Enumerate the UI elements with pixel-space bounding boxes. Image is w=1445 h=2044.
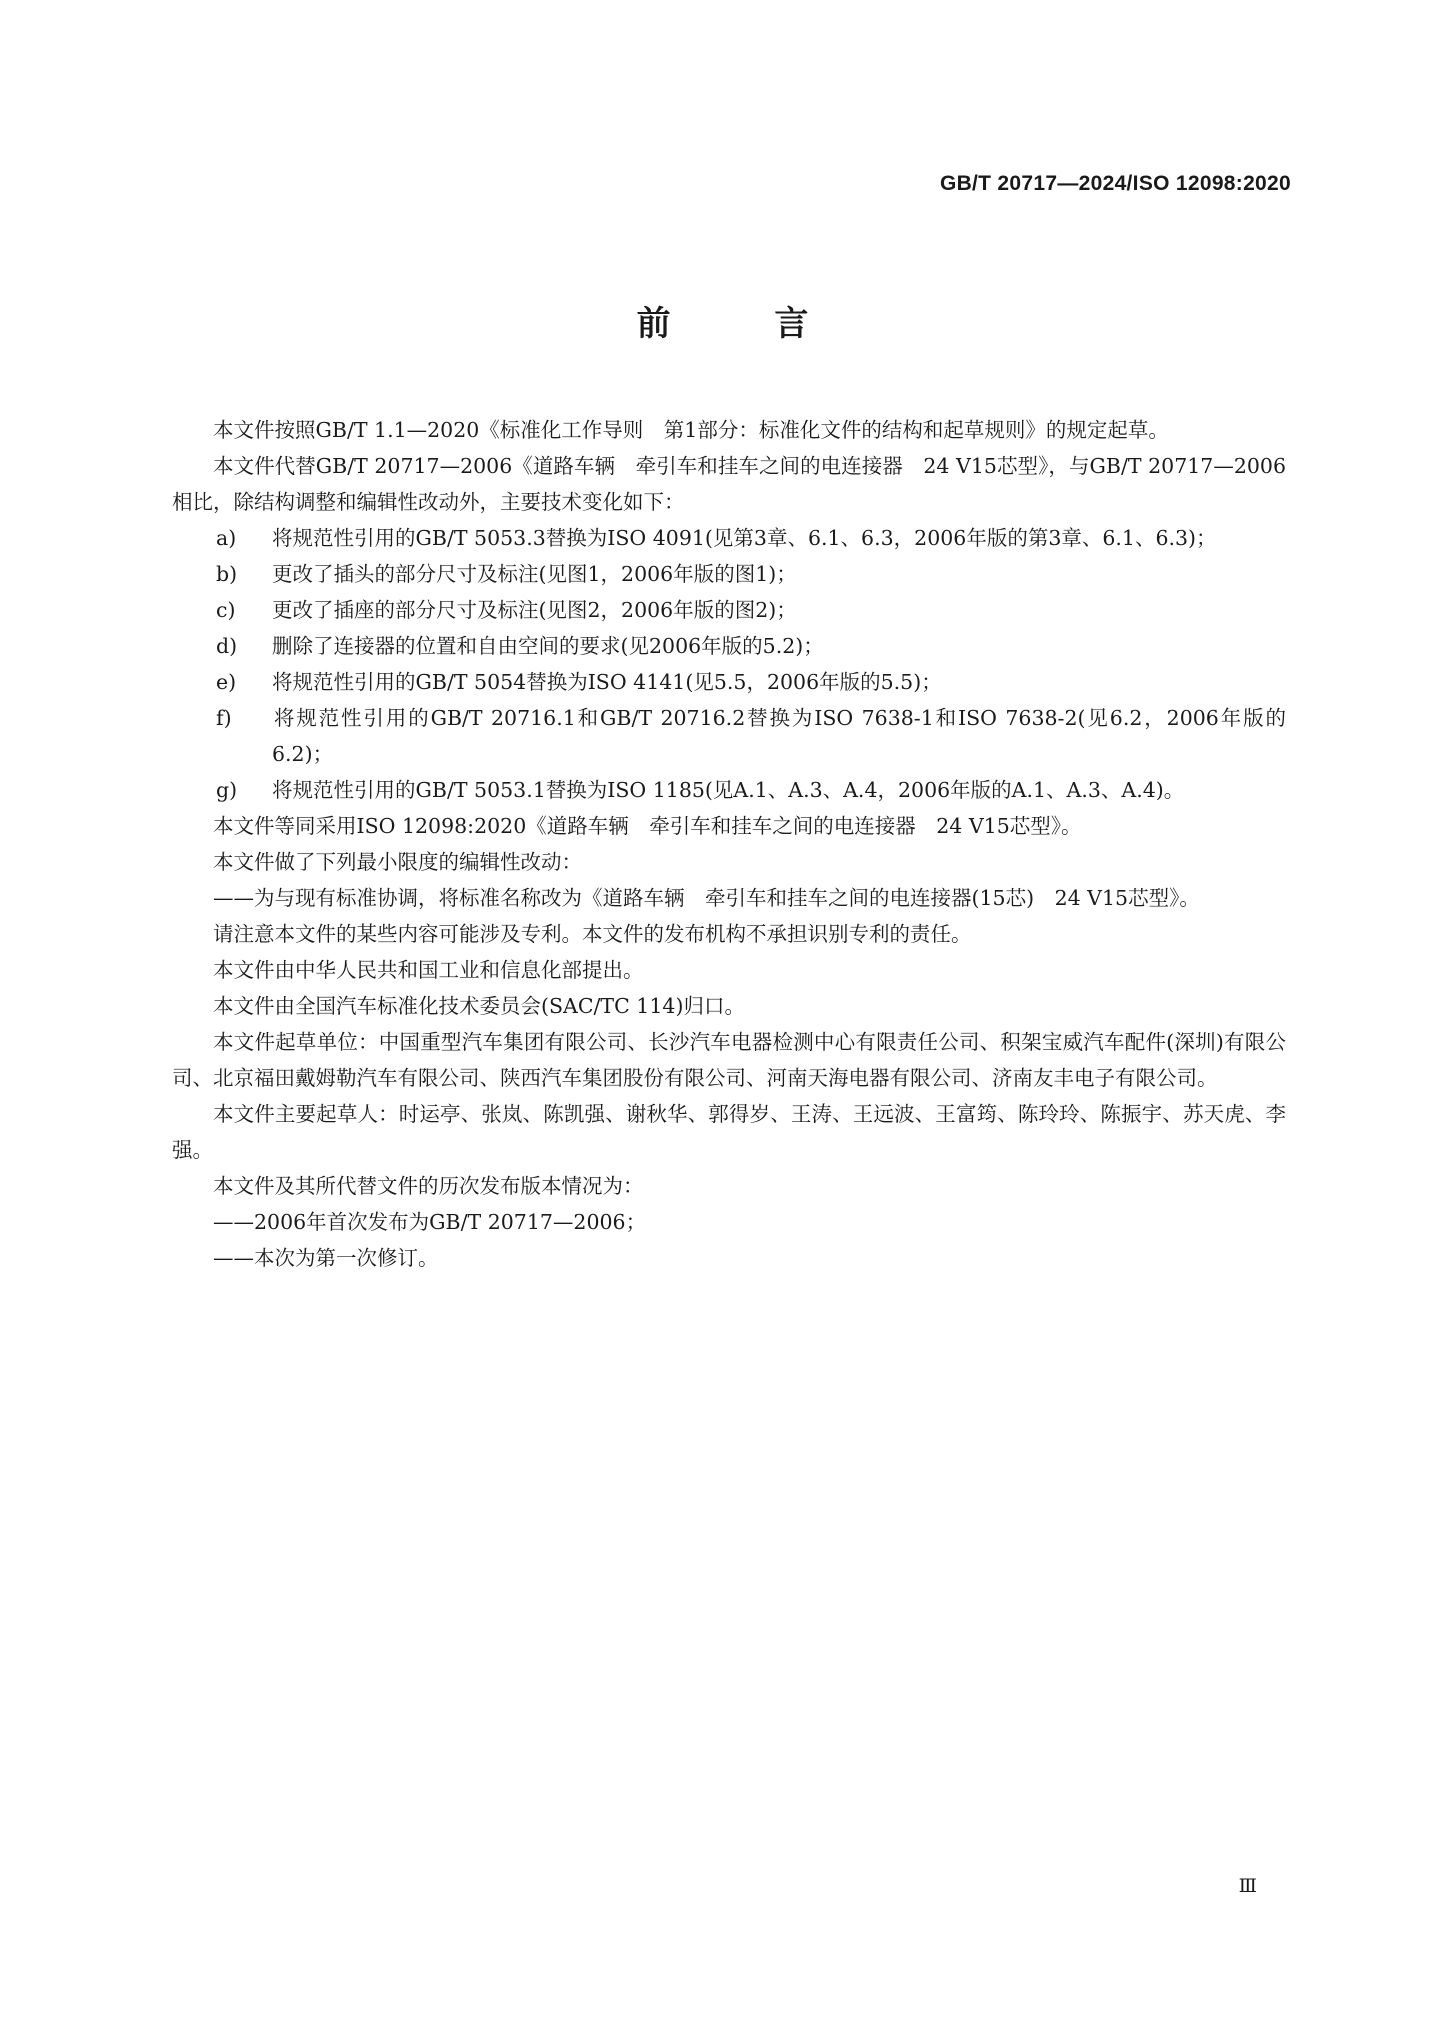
item-text: 更改了插头的部分尺寸及标注(见图1，2006年版的图1)； <box>272 562 797 586</box>
dash-marker: —— <box>213 1246 254 1270</box>
paragraph-patent-notice: 请注意本文件的某些内容可能涉及专利。本文件的发布机构不承担识别专利的责任。 <box>213 922 972 946</box>
paragraph-drafters: 本文件主要起草人：时运亭、张岚、陈凯强、谢秋华、郭得岁、王涛、王远波、王富筠、陈玲玲、陈振宇、苏天虎、李强。 <box>172 1102 1286 1162</box>
change-item-b <box>172 556 1286 592</box>
change-item-g <box>172 772 1286 808</box>
paragraph-committee: 本文件由全国汽车标准化技术委员会(SAC/TC 114)归口。 <box>213 994 745 1018</box>
item-marker: c) <box>216 598 236 622</box>
history-item <box>172 1240 1286 1276</box>
item-text: 将规范性引用的GB/T 20716.1和GB/T 20716.2替换为ISO 7638-1和ISO 7638-2(见6.2，2006年版的6.2)； <box>272 706 1286 766</box>
item-text: 2006年首次发布为GB/T 20717—2006； <box>254 1210 647 1234</box>
item-text: 将规范性引用的GB/T 5053.1替换为ISO 1185(见A.1、A.3、A.4，2006年版的A.1、A.3、A.4)。 <box>272 778 1185 802</box>
history-item <box>172 1204 1286 1240</box>
item-text: 将规范性引用的GB/T 5054替换为ISO 4141(见5.5，2006年版的5.5)； <box>272 670 942 694</box>
change-item-c <box>172 592 1286 628</box>
item-marker: f) <box>216 706 232 730</box>
item-marker: b) <box>216 562 238 586</box>
paragraph-history-intro: 本文件及其所代替文件的历次发布版本情况为： <box>213 1174 644 1198</box>
item-text: 更改了插座的部分尺寸及标注(见图2，2006年版的图2)； <box>272 598 797 622</box>
paragraph-proposer: 本文件由中华人民共和国工业和信息化部提出。 <box>213 958 644 982</box>
item-marker: e) <box>216 670 237 694</box>
paragraph-drafting-units: 本文件起草单位：中国重型汽车集团有限公司、长沙汽车电器检测中心有限责任公司、积架宝威汽车配件(深圳)有限公司、北京福田戴姆勒汽车有限公司、陕西汽车集团股份有限公司、河南天海电器有限公司、济南友丰电子有限公司。 <box>172 1030 1286 1090</box>
change-item-f <box>172 700 1286 772</box>
item-text: 本次为第一次修订。 <box>254 1246 439 1270</box>
item-marker: a) <box>216 526 237 550</box>
foreword-body <box>172 412 1286 1276</box>
item-text: 为与现有标准协调，将标准名称改为《道路车辆 牵引车和挂车之间的电连接器(15芯) 24 V15芯型》。 <box>254 886 1200 910</box>
item-marker: d) <box>216 634 238 658</box>
change-item-a <box>172 520 1286 556</box>
page-number: Ⅲ <box>1238 1876 1257 1897</box>
editorial-change-item <box>172 880 1286 916</box>
standard-number: GB/T 20717—2024/ISO 12098:2020 <box>939 172 1291 195</box>
paragraph-drafting-basis: 本文件按照GB/T 1.1—2020《标准化工作导则 第1部分：标准化文件的结构和起草规则》的规定起草。 <box>213 418 1169 442</box>
paragraph-editorial-intro: 本文件做了下列最小限度的编辑性改动： <box>213 850 582 874</box>
page-title: 前 言 <box>636 304 855 344</box>
dash-marker: —— <box>213 1210 254 1234</box>
change-item-d <box>172 628 1286 664</box>
dash-marker: —— <box>213 886 254 910</box>
item-text: 删除了连接器的位置和自由空间的要求(见2006年版的5.2)； <box>272 634 824 658</box>
paragraph-adoption: 本文件等同采用ISO 12098:2020《道路车辆 牵引车和挂车之间的电连接器 24 V15芯型》。 <box>213 814 1082 838</box>
item-marker: g) <box>216 778 238 802</box>
change-item-e <box>172 664 1286 700</box>
item-text: 将规范性引用的GB/T 5053.3替换为ISO 4091(见第3章、6.1、6.3，2006年版的第3章、6.1、6.3)； <box>272 526 1217 550</box>
paragraph-replacement: 本文件代替GB/T 20717—2006《道路车辆 牵引车和挂车之间的电连接器 24 V15芯型》，与GB/T 20717—2006相比，除结构调整和编辑性改动外，主要技术变化如下： <box>172 454 1286 514</box>
